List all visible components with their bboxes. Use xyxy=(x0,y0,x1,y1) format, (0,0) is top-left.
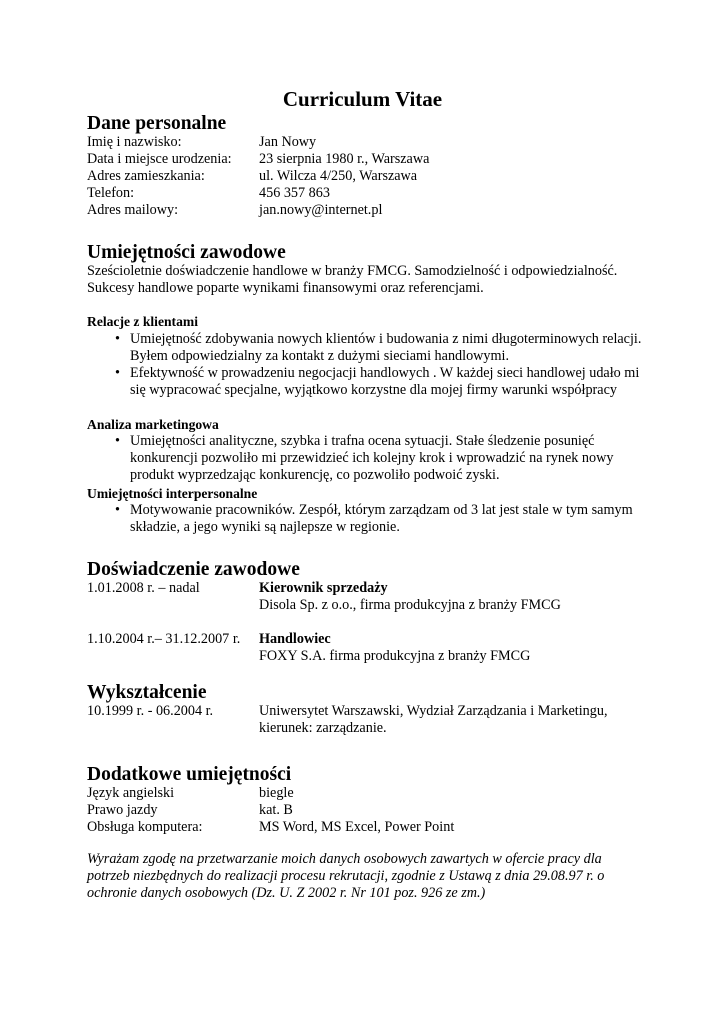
skill-group-title: Umiejętności interpersonalne xyxy=(87,486,258,501)
personal-value: 23 sierpnia 1980 r., Warszawa xyxy=(259,151,430,167)
experience-period: 1.10.2004 r.– 31.12.2007 r. xyxy=(87,631,241,647)
section-heading-experience: Doświadczenie zawodowe xyxy=(87,559,300,580)
extra-label: Język angielski xyxy=(87,785,175,801)
skill-bullet-text: Motywowanie pracowników. Zespół, którym zarządzam od 3 lat jest stale w tym samym składzie, a jego wyniki są najlepsze w regionie. xyxy=(130,502,633,535)
consent-clause: Wyrażam zgodę na przetwarzanie moich danych osobowych zawartych w ofercie pracy dla potrzeb niezbędnych do realizacji procesu rekrutacji, zgodnie z Ustawą z dnia 29.08.97 r. o ochronie danych osobowych (Dz. U. Z 2002 r. Nr 101 poz. 926 ze zm.) xyxy=(87,851,605,901)
extra-row xyxy=(87,819,647,836)
extra-value: biegle xyxy=(259,785,294,801)
section-heading-extra: Dodatkowe umiejętności xyxy=(87,764,292,785)
experience-period: 1.01.2008 r. – nadal xyxy=(87,580,200,596)
personal-label: Imię i nazwisko: xyxy=(87,134,182,150)
skill-bullet-text: Umiejętność zdobywania nowych klientów i budowania z nimi długoterminowych relacji. Byłem odpowiedzialny za kontakt z dużymi sieciami handlowymi. xyxy=(130,331,642,364)
bullet-icon: • xyxy=(115,365,120,381)
experience-role: Kierownik sprzedaży xyxy=(259,580,388,596)
personal-label: Data i miejsce urodzenia: xyxy=(87,151,232,167)
personal-label: Adres mailowy: xyxy=(87,202,179,218)
personal-row xyxy=(87,151,647,168)
personal-value: 456 357 863 xyxy=(259,185,330,201)
skill-bullet-text: Efektywność w prowadzeniu negocjacji handlowych . W każdej sieci handlowej udało mi się wypracować specjalne, wyjątkowo korzystne dla mojej firmy warunki współpracy xyxy=(130,365,640,398)
experience-org: FOXY S.A. firma produkcyjna z branży FMCG xyxy=(259,648,531,664)
section-heading-education: Wykształcenie xyxy=(87,682,207,703)
personal-value: ul. Wilcza 4/250, Warszawa xyxy=(259,168,418,184)
personal-label: Adres zamieszkania: xyxy=(87,168,205,184)
personal-value: Jan Nowy xyxy=(259,134,317,150)
personal-row xyxy=(87,168,647,185)
personal-row xyxy=(87,134,647,151)
personal-row xyxy=(87,185,647,202)
skill-bullet xyxy=(115,365,645,399)
extra-label: Prawo jazdy xyxy=(87,802,158,818)
skills-intro: Sześcioletnie doświadczenie handlowe w branży FMCG. Samodzielność i odpowiedzialność. Sukcesy handlowe poparte wynikami finansowymi oraz referencjami. xyxy=(87,263,618,296)
skill-group-title: Relacje z klientami xyxy=(87,314,198,329)
document-title: Curriculum Vitae xyxy=(282,87,443,111)
personal-row xyxy=(87,202,647,219)
section-heading-skills: Umiejętności zawodowe xyxy=(87,242,286,263)
skill-bullet xyxy=(115,502,645,536)
extra-row xyxy=(87,785,647,802)
skill-bullet xyxy=(115,331,645,365)
education-school: Uniwersytet Warszawski, Wydział Zarządzania i Marketingu, xyxy=(259,703,608,719)
experience-role: Handlowiec xyxy=(259,631,331,647)
section-heading-personal: Dane personalne xyxy=(87,113,227,134)
bullet-icon: • xyxy=(115,331,120,347)
education-period: 10.1999 r. - 06.2004 r. xyxy=(87,703,214,719)
email-value: jan.nowy@internet.pl xyxy=(259,202,383,218)
extra-row xyxy=(87,802,647,819)
extra-value: MS Word, MS Excel, Power Point xyxy=(259,819,455,835)
experience-org: Disola Sp. z o.o., firma produkcyjna z branży FMCG xyxy=(259,597,561,613)
extra-label: Obsługa komputera: xyxy=(87,819,203,835)
skill-bullet xyxy=(115,433,645,484)
education-major: kierunek: zarządzanie. xyxy=(259,720,387,736)
personal-label: Telefon: xyxy=(87,185,135,201)
skill-bullet-text: Umiejętności analityczne, szybka i trafna ocena sytuacji. Stałe śledzenie posunięć konkurencji pozwoliło mi przewidzieć ich kolejny krok i wprowadzić na rynek nowy produkt wyprzedzając konkurencję, co pozwoliło podwoić zyski. xyxy=(130,433,614,483)
bullet-icon: • xyxy=(115,502,120,518)
skill-group-title: Analiza marketingowa xyxy=(87,417,219,432)
extra-value: kat. B xyxy=(259,802,293,818)
bullet-icon: • xyxy=(115,433,120,449)
